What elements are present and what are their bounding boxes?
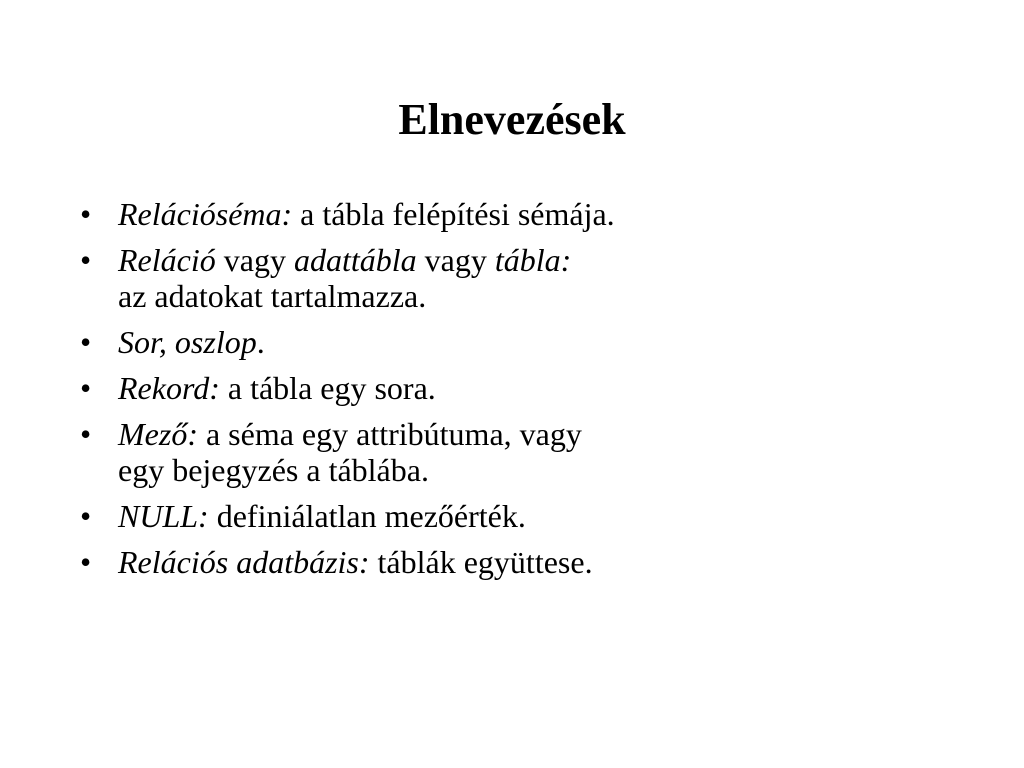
term: NULL: — [118, 498, 209, 534]
item-line — [118, 242, 960, 278]
definition: táblák együttese. — [369, 544, 593, 580]
bullet-icon: • — [80, 196, 92, 232]
item-line-continuation: egy bejegyzés a táblába. — [118, 452, 429, 488]
definition: a tábla felépítési sémája. — [292, 196, 615, 232]
definition: a séma egy attribútuma, vagy — [197, 416, 582, 452]
term: Mező: — [118, 416, 198, 452]
definition: a tábla egy sora. — [219, 370, 436, 406]
slide-title: Elnevezések — [398, 95, 626, 144]
item-line — [118, 544, 960, 580]
bullet-icon: • — [80, 416, 92, 452]
term: Relációséma: — [118, 196, 293, 232]
bullet-icon: • — [80, 544, 92, 580]
bullet-icon: • — [80, 242, 92, 278]
term: Relációs adatbázis: — [118, 544, 370, 580]
definition: . — [256, 324, 265, 360]
connector-text: vagy — [416, 242, 495, 278]
item-line — [118, 324, 960, 360]
item-line — [118, 196, 960, 232]
bullet-icon: • — [80, 324, 92, 360]
list-item-null — [80, 498, 960, 534]
list-item-relacios-adatbazis — [80, 544, 960, 580]
list-item-relacioserna — [80, 196, 960, 232]
term: tábla: — [494, 242, 572, 278]
definition: definiálatlan mezőérték. — [208, 498, 526, 534]
item-line — [118, 498, 960, 534]
item-line-continuation: az adatokat tartalmazza. — [118, 278, 427, 314]
term: Reláció — [118, 242, 216, 278]
list-item-mezo — [80, 416, 960, 488]
term: Sor, oszlop — [118, 324, 257, 360]
bullet-icon: • — [80, 370, 92, 406]
item-line — [118, 370, 960, 406]
list-item-relacio — [80, 242, 960, 314]
item-line — [118, 416, 960, 452]
bullet-icon: • — [80, 498, 92, 534]
list-item-sor-oszlop — [80, 324, 960, 360]
list-item-rekord — [80, 370, 960, 406]
term: Rekord: — [118, 370, 220, 406]
bullet-list — [80, 196, 960, 590]
connector-text: vagy — [215, 242, 294, 278]
term: adattábla — [293, 242, 417, 278]
